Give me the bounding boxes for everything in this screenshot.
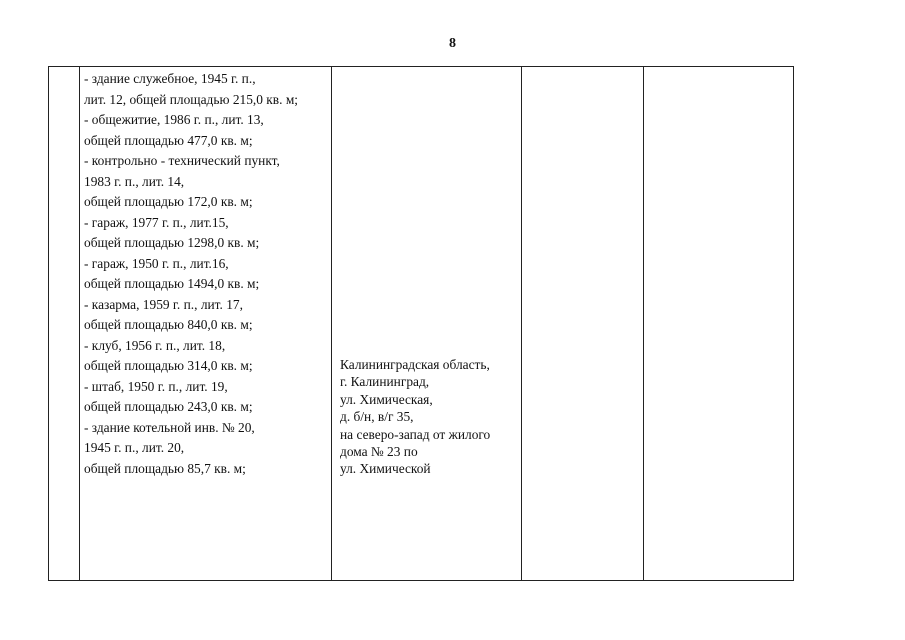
building-line: общей площадью 840,0 кв. м; bbox=[84, 317, 253, 332]
building-line: - казарма, 1959 г. п., лит. 17, bbox=[84, 296, 243, 312]
column-divider-1 bbox=[79, 67, 80, 580]
building-line: 1983 г. п., лит. 14, bbox=[84, 173, 185, 189]
building-line: - гараж, 1977 г. п., лит.15, bbox=[84, 214, 229, 230]
building-line: общей площадью 243,0 кв. м; bbox=[84, 399, 253, 414]
address-line: д. б/н, в/г 35, bbox=[340, 409, 414, 425]
buildings-description-cell bbox=[84, 69, 334, 479]
building-line: - здание служебное, 1945 г. п., bbox=[84, 71, 256, 86]
building-line: - клуб, 1956 г. п., лит. 18, bbox=[84, 337, 226, 353]
address-line: ул. Химической bbox=[340, 461, 431, 477]
address-line: г. Калининград, bbox=[340, 374, 430, 390]
building-line: общей площадью 172,0 кв. м; bbox=[84, 194, 253, 209]
building-line: лит. 12, общей площадью 215,0 кв. м; bbox=[84, 91, 299, 107]
address-line: Калининградская область, bbox=[340, 357, 490, 372]
building-line: - гараж, 1950 г. п., лит.16, bbox=[84, 255, 229, 271]
building-line: общей площадью 477,0 кв. м; bbox=[84, 132, 253, 148]
address-cell bbox=[340, 356, 520, 478]
building-line: общей площадью 314,0 кв. м; bbox=[84, 358, 253, 373]
building-line: - контрольно - технический пункт, bbox=[84, 153, 280, 168]
building-line: общей площадью 1494,0 кв. м; bbox=[84, 276, 260, 291]
building-line: - здание котельной инв. № 20, bbox=[84, 419, 255, 435]
page-number: 8 bbox=[449, 36, 456, 51]
building-line: общей площадью 1298,0 кв. м; bbox=[84, 235, 260, 250]
building-line: - общежитие, 1986 г. п., лит. 13, bbox=[84, 112, 264, 127]
address-line: ул. Химическая, bbox=[340, 391, 433, 407]
building-line: общей площадью 85,7 кв. м; bbox=[84, 460, 246, 476]
address-line: дома № 23 по bbox=[340, 444, 418, 460]
column-divider-4 bbox=[643, 67, 644, 580]
column-divider-3 bbox=[521, 67, 522, 580]
building-line: 1945 г. п., лит. 20, bbox=[84, 440, 185, 455]
building-line: - штаб, 1950 г. п., лит. 19, bbox=[84, 378, 228, 394]
address-line: на северо-запад от жилого bbox=[340, 426, 491, 442]
